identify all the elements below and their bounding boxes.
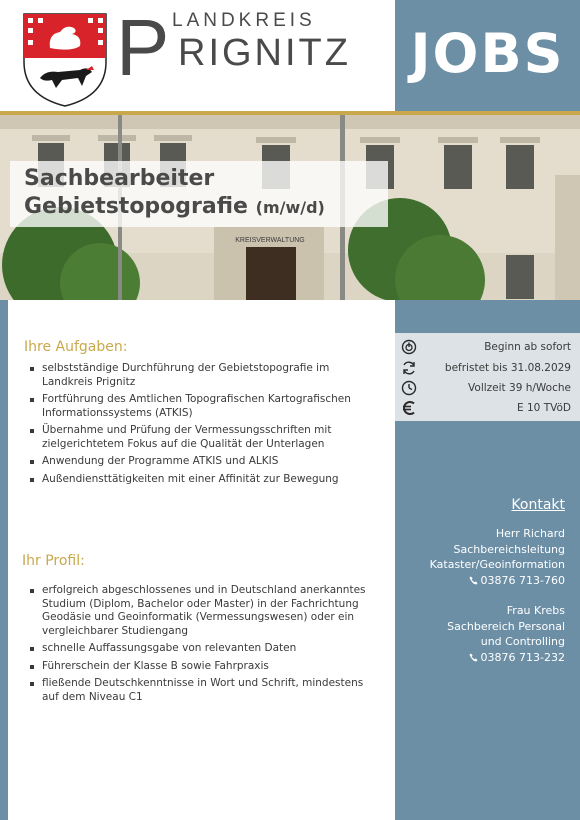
tasks-list <box>28 362 368 490</box>
phone-icon <box>469 653 478 662</box>
contact-role: Sachbereich Personal <box>447 619 565 633</box>
profile-heading: Ihr Profil: <box>22 553 85 569</box>
info-salary-text: E 10 TVöD <box>517 402 571 414</box>
contact-person-2 <box>395 603 565 665</box>
list-item: selbstständige Durchführung der Gebietstopografie im Landkreis Prignitz <box>28 362 368 389</box>
building-sign: KREISVERWALTUNG <box>235 237 305 244</box>
list-item: schnelle Auffassungsgabe von relevanten Daten <box>28 642 368 656</box>
list-item: Außendiensttätigkeiten mit einer Affinität zur Bewegung <box>28 473 368 487</box>
list-item: erfolgreich abgeschlossenes und in Deutschland anerkanntes Studium (Diplom, Bachelor oder Master) in der Fachrichtung Geodäsie und Geoinformatik (Vermessungswesen) oder ein vergleichbarer Studiengang <box>28 584 368 638</box>
contact-phone[interactable] <box>395 573 565 589</box>
tasks-heading: Ihre Aufgaben: <box>24 339 128 355</box>
info-hours-text: Vollzeit 39 h/Woche <box>468 382 571 394</box>
profile-list <box>28 584 368 708</box>
contact-role: Kataster/Geoinformation <box>429 558 565 571</box>
phone-icon <box>469 576 478 585</box>
info-start <box>401 338 573 358</box>
info-hours <box>401 379 573 399</box>
power-icon <box>401 339 417 355</box>
jobs-title: JOBS <box>410 22 565 85</box>
coat-of-arms-logo <box>22 12 108 108</box>
clock-icon <box>401 380 417 396</box>
contact-role: und Controlling <box>480 635 565 648</box>
list-item: Anwendung der Programme ATKIS und ALKIS <box>28 455 368 469</box>
contact-name: Herr Richard <box>495 527 565 540</box>
refresh-icon <box>401 360 417 376</box>
job-title-text: Gebietstopografie <box>24 194 248 219</box>
job-title-gender: (m/w/d) <box>255 198 325 217</box>
contact-name: Frau Krebs <box>506 604 565 617</box>
brand-landkreis: LANDKREIS <box>172 10 316 31</box>
contact-phone-number: 03876 713-760 <box>480 573 565 587</box>
job-title-line1: Sachbearbeiter <box>24 166 215 191</box>
contact-person-1 <box>395 526 565 588</box>
contact-phone[interactable] <box>395 650 565 666</box>
info-limited-text: befristet bis 31.08.2029 <box>444 362 571 374</box>
contact-role: Sachbereichsleitung <box>453 542 565 556</box>
list-item: Fortführung des Amtlichen Topografischen Kartografischen Informationssystems (ATKIS) <box>28 393 368 420</box>
brand-name: RIGNITZ <box>178 32 351 74</box>
contact-phone-number: 03876 713-232 <box>480 650 565 664</box>
list-item: Führerschein der Klasse B sowie Fahrpraxis <box>28 660 368 674</box>
list-item: Übernahme und Prüfung der Vermessungsschriften mit zielgerichtetem Fokus auf die Qualität der Unterlagen <box>28 424 368 451</box>
info-start-text: Beginn ab sofort <box>484 341 571 353</box>
euro-icon <box>401 400 417 416</box>
left-accent-strip <box>0 300 8 820</box>
job-title-line2 <box>24 194 325 219</box>
contact-heading: Kontakt <box>511 497 565 513</box>
list-item: fließende Deutschkenntnisse in Wort und Schrift, mindestens auf dem Niveau C1 <box>28 677 368 704</box>
info-salary <box>401 399 573 419</box>
brand-initial: P <box>116 3 170 92</box>
info-limited <box>401 359 573 379</box>
